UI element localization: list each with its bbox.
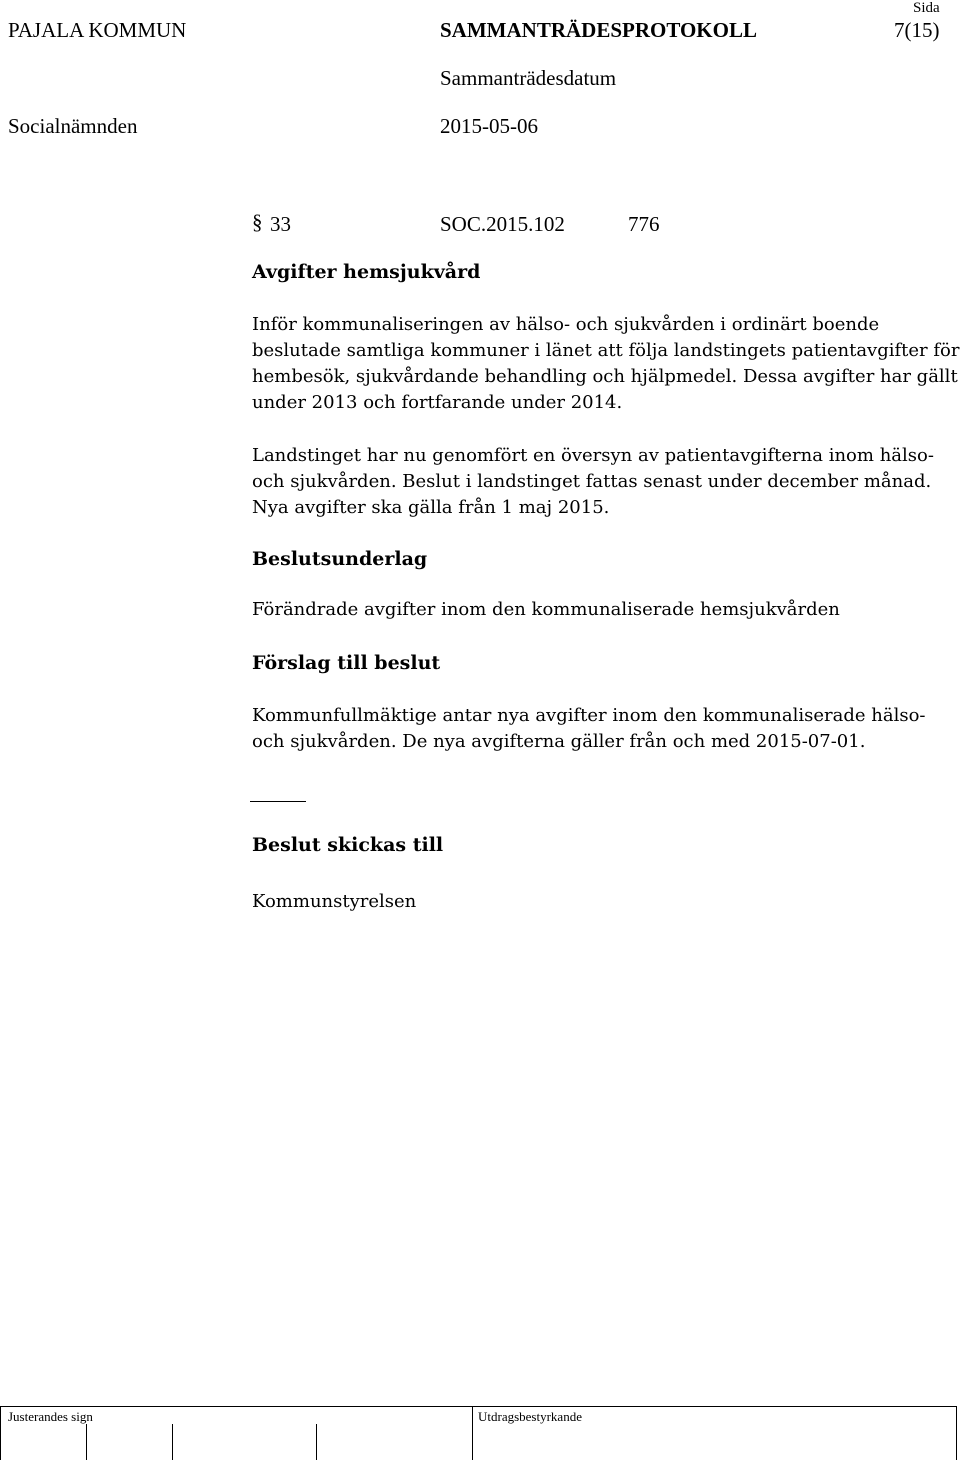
footer-divider: [472, 1406, 473, 1460]
footer-left-border: [0, 1406, 1, 1460]
separator-line: [250, 801, 306, 802]
justerandes-sign-label: Justerandes sign: [8, 1409, 93, 1424]
signature-box-divider: [172, 1424, 173, 1460]
document-type: SAMMANTRÄDESPROTOKOLL: [440, 18, 757, 42]
forslag-line: och sjukvården. De nya avgifterna gäller från och med 2015-07-01.: [252, 731, 866, 752]
paragraph-1: [252, 312, 959, 416]
skickas-heading: Beslut skickas till: [252, 834, 444, 856]
beslutsunderlag-text: Förändrade avgifter inom den kommunaliserade hemsjukvården: [252, 599, 840, 620]
section-number: 33: [270, 212, 291, 236]
forslag-text: [252, 703, 926, 755]
paragraph-1-line: beslutade samtliga kommuner i länet att följa landstingets patientavgifter för: [252, 340, 960, 361]
forslag-line: Kommunfullmäktige antar nya avgifter inom den kommunaliserade hälso-: [252, 705, 926, 726]
skickas-text: Kommunstyrelsen: [252, 891, 417, 912]
paragraph-2-line: Nya avgifter ska gälla från 1 maj 2015.: [252, 497, 610, 518]
signature-box-divider: [86, 1424, 87, 1460]
municipality-name: PAJALA KOMMUN: [8, 18, 187, 42]
meeting-date-label: Sammanträdesdatum: [440, 66, 617, 90]
case-number: SOC.2015.102: [440, 212, 565, 236]
footer-top-border: [0, 1406, 957, 1407]
paragraph-1-line: under 2013 och fortfarande under 2014.: [252, 392, 623, 413]
signature-box-divider: [316, 1424, 317, 1460]
section-title: Avgifter hemsjukvård: [252, 261, 481, 283]
case-code: 776: [628, 212, 660, 236]
paragraph-2-line: och sjukvården. Beslut i landstinget fattas senast under december månad.: [252, 471, 932, 492]
committee-name: Socialnämnden: [8, 114, 138, 138]
utdragsbestyrkande-label: Utdragsbestyrkande: [478, 1409, 582, 1424]
paragraph-1-line: hembesök, sjukvårdande behandling och hjälpmedel. Dessa avgifter har gällt: [252, 366, 958, 387]
beslutsunderlag-heading: Beslutsunderlag: [252, 548, 428, 570]
paragraph-2: [252, 443, 934, 521]
meeting-date: 2015-05-06: [440, 114, 538, 138]
paragraph-1-line: Inför kommunaliseringen av hälso- och sjukvården i ordinärt boende: [252, 314, 880, 335]
forslag-heading: Förslag till beslut: [252, 652, 441, 674]
paragraph-sign: §: [252, 210, 263, 234]
footer-right-border: [956, 1406, 957, 1460]
page-number: 7(15): [894, 18, 940, 42]
paragraph-2-line: Landstinget har nu genomfört en översyn av patientavgifterna inom hälso-: [252, 445, 934, 466]
page-label: Sida: [913, 0, 940, 16]
